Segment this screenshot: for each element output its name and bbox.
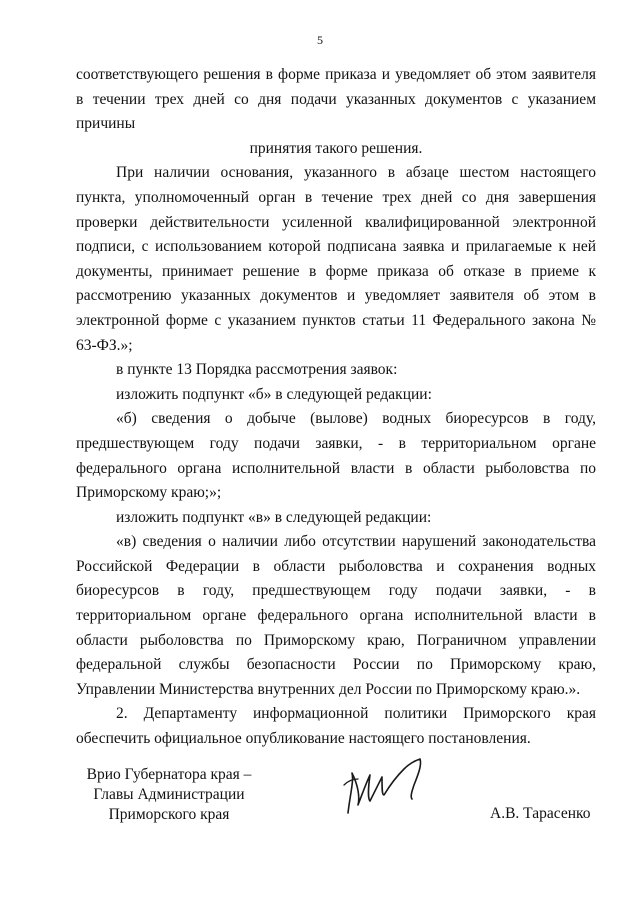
paragraph-subpoint-v: «в) сведения о наличии либо отсутствии нарушений законодательства Российской Федерации в области рыболовства и сохранения водных биоресурсов в году, предшествующем году подачи заявки, - в территориальном органе федерального органа исполнительной власти в области рыболовства по Приморскому краю, Пограничном управлении федеральной службы безопасности России по Приморскому краю, Управлении Министерства внутренних дел России по Приморскому краю.».	[76, 533, 596, 698]
paragraph-subpoint-b-intro: изложить подпункт «б» в следующей редакции:	[116, 385, 432, 403]
paragraph-subpoint-v-intro: изложить подпункт «в» в следующей редакции:	[116, 508, 432, 526]
paragraph-continuation-end: принятия такого решения.	[249, 139, 423, 157]
signatory-title-line2: Главы Администрации	[93, 786, 245, 803]
signatory-title	[74, 765, 264, 825]
paragraph-department-order: 2. Департаменту информационной политики Приморского края обеспечить официальное опубликование настоящего постановления.	[76, 705, 596, 748]
paragraph-refusal-grounds: При наличии основания, указанного в абзаце шестом настоящего пункта, уполномоченный орган в течение трех дней со дня завершения проверки действительности усиленной квалифицированной электронной подписи, с использованием которой подписана заявка и прилагаемые к ней документы, принимает решение в форме приказа об отказе в приеме к рассмотрению указанных документов и уведомляет заявителя об этом в электронной форме с указанием пунктов статьи 11 Федерального закона № 63-ФЗ.»;	[76, 164, 596, 354]
handwritten-signature	[338, 755, 448, 825]
signatory-name: А.В. Тарасенко	[490, 805, 591, 822]
paragraph-point-13: в пункте 13 Порядка рассмотрения заявок:	[116, 361, 398, 379]
document-body	[76, 63, 596, 752]
signatory-title-line3: Приморского края	[108, 806, 230, 823]
page-number: 5	[317, 33, 323, 47]
paragraph-continuation: соответствующего решения в форме приказа и уведомляет об этом заявителя в течении трех дней со дня подачи указанных документов с указанием причины	[76, 66, 596, 133]
signatory-title-line1: Врио Губернатора края –	[86, 766, 252, 783]
paragraph-subpoint-b: «б) сведения о добыче (вылове) водных биоресурсов в году, предшествующем году подачи заявки, - в территориальном органе федерального органа исполнительной власти в области рыболовства по Приморскому краю;»;	[76, 410, 596, 502]
